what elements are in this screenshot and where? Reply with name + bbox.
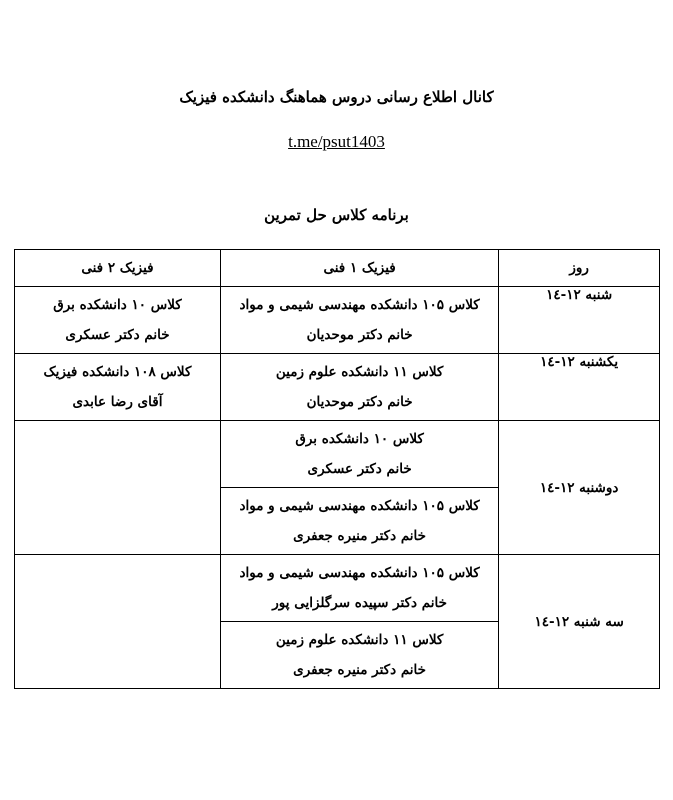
physics2-cell: [15, 354, 221, 421]
column-header-physics2: فیزیک ۲ فنی: [15, 250, 221, 287]
page-title: کانال اطلاع رسانی دروس هماهنگ دانشکده فیزیک: [179, 88, 494, 106]
class-location: کلاس ۱۰۸ دانشکده فیزیک: [43, 364, 192, 380]
physics1-cell: [220, 287, 498, 354]
physics2-cell: [15, 287, 221, 354]
class-location: کلاس ۱۱ دانشکده علوم زمین: [275, 364, 444, 380]
day-cell: سه شنبه ۱۲-۱٤: [499, 555, 660, 689]
schedule-title: برنامه کلاس حل تمرین: [264, 206, 409, 224]
class-location: کلاس ۱۰۵ دانشکده مهندسی شیمی و مواد: [239, 297, 480, 313]
day-cell: شنبه ۱۲-۱٤: [499, 287, 660, 354]
class-location: کلاس ۱۰ دانشکده برق: [295, 431, 424, 447]
table-row: [15, 354, 660, 421]
table-header-row: [15, 250, 660, 287]
physics1-cell: [220, 555, 498, 622]
physics1-cell: [220, 354, 498, 421]
channel-link[interactable]: t.me/psut1403: [288, 132, 385, 151]
day-cell: دوشنبه ۱۲-۱٤: [499, 421, 660, 555]
class-location: کلاس ۱۰۵ دانشکده مهندسی شیمی و مواد: [239, 565, 480, 581]
physics2-cell-empty: [15, 555, 221, 689]
class-location: کلاس ۱۰۵ دانشکده مهندسی شیمی و مواد: [239, 498, 480, 514]
teacher-name: خانم دکتر سپیده سرگلزایی پور: [272, 595, 447, 611]
teacher-name: خانم دکتر موحدیان: [306, 394, 413, 410]
physics2-cell-empty: [15, 421, 221, 555]
column-header-physics1: فیزیک ۱ فنی: [220, 250, 498, 287]
physics1-cell: [220, 488, 498, 555]
column-header-day: روز: [499, 250, 660, 287]
day-cell: یکشنبه ۱۲-۱٤: [499, 354, 660, 421]
table-row: [15, 287, 660, 354]
physics1-cell: [220, 421, 498, 488]
schedule-table: [14, 249, 660, 689]
teacher-name: خانم دکتر عسکری: [307, 461, 412, 477]
teacher-name: خانم دکتر منیره جعفری: [293, 528, 427, 544]
table-row: [15, 555, 660, 622]
class-location: کلاس ۱۰ دانشکده برق: [53, 297, 182, 313]
teacher-name: خانم دکتر منیره جعفری: [293, 662, 427, 678]
table-row: [15, 421, 660, 488]
teacher-name: خانم دکتر موحدیان: [306, 327, 413, 343]
teacher-name: آقای رضا عابدی: [72, 394, 163, 410]
class-location: کلاس ۱۱ دانشکده علوم زمین: [275, 632, 444, 648]
physics1-cell: [220, 622, 498, 689]
teacher-name: خانم دکتر عسکری: [65, 327, 170, 343]
